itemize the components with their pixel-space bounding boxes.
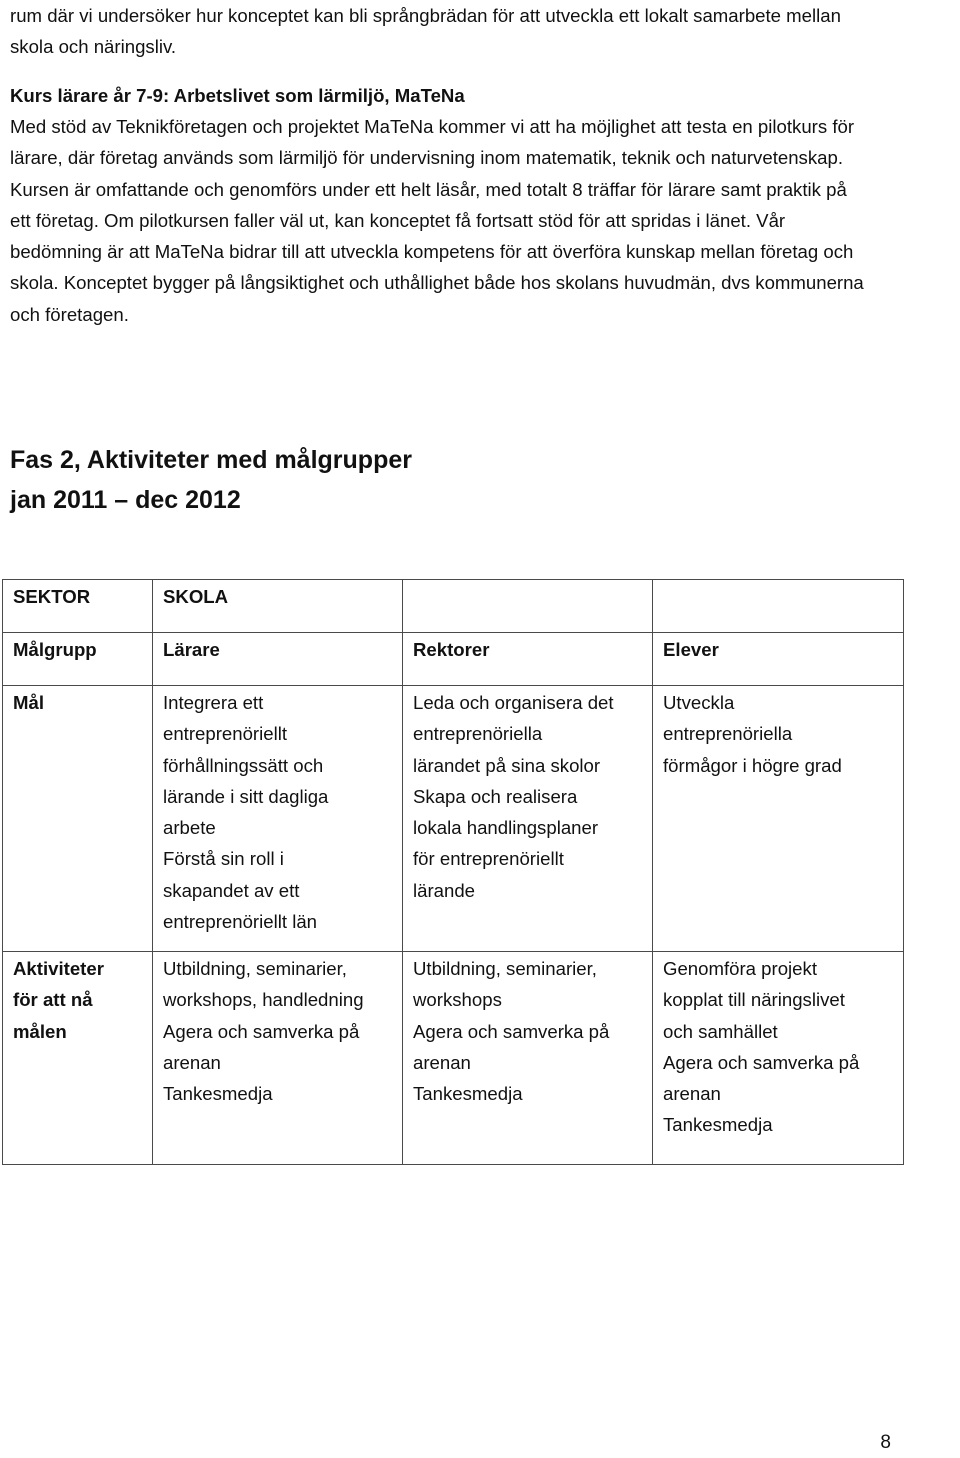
phase-dates: jan 2011 – dec 2012 xyxy=(10,486,241,514)
cell-line: och samhället xyxy=(663,1020,778,1042)
cell-line: förmågor i högre grad xyxy=(663,754,842,776)
text-line: rum där vi undersöker hur konceptet kan bli språngbrädan för att utveckla ett lokalt samarbete mellan xyxy=(10,5,841,26)
cell-line: arenan xyxy=(163,1051,221,1073)
page-number: 8 xyxy=(880,1432,891,1453)
cell-line: lärande i sitt dagliga xyxy=(163,785,329,807)
cell-line: Tankesmedja xyxy=(163,1083,273,1105)
cell-line: entreprenöriella xyxy=(413,723,543,745)
text-line: Med stöd av Teknikföretagen och projektet MaTeNa kommer vi att ha möjlighet att testa en pilotkurs för xyxy=(10,116,855,137)
cell-line: lärandet på sina skolor xyxy=(413,754,601,776)
cell-line: Aktiviteter xyxy=(13,958,104,979)
goal-cell-principals xyxy=(403,686,653,952)
course-paragraph xyxy=(10,111,955,330)
cell-line: workshops xyxy=(413,989,502,1011)
cell-line: kopplat till näringslivet xyxy=(663,989,845,1011)
cell-line: Agera och samverka på xyxy=(663,1051,860,1073)
cell-line: Förstå sin roll i xyxy=(163,848,284,870)
cell-line: Utbildning, seminarier, xyxy=(163,958,347,979)
cell-line: entreprenöriella xyxy=(663,723,793,745)
activities-cell-teachers xyxy=(153,952,403,1165)
cell-line: arenan xyxy=(663,1083,721,1105)
activities-cell-principals xyxy=(403,952,653,1165)
cell-line: arenan xyxy=(413,1051,471,1073)
cell-line: skapandet av ett xyxy=(163,879,300,901)
sector-label: SEKTOR xyxy=(3,580,153,633)
target-row xyxy=(3,633,904,686)
cell-line: Tankesmedja xyxy=(663,1114,773,1136)
cell-line: lärande xyxy=(413,879,476,901)
empty-cell xyxy=(403,580,653,633)
cell-line: entreprenöriellt xyxy=(163,723,288,745)
goal-label: Mål xyxy=(3,686,153,952)
activities-table xyxy=(2,579,904,1165)
cell-line: Agera och samverka på xyxy=(413,1020,610,1042)
cell-line: Integrera ett xyxy=(163,692,264,713)
sector-row xyxy=(3,580,904,633)
phase-title: Fas 2, Aktiviteter med målgrupper xyxy=(10,446,412,474)
cell-line: för att nå xyxy=(13,989,93,1011)
cell-line: för entreprenöriellt xyxy=(413,848,564,870)
cell-line: Tankesmedja xyxy=(413,1083,523,1105)
cell-line: Leda och organisera det xyxy=(413,692,614,713)
cell-line: förhållningssätt och xyxy=(163,754,324,776)
sector-value: SKOLA xyxy=(153,580,403,633)
activities-cell-students xyxy=(653,952,904,1165)
activities-row xyxy=(3,952,904,1165)
cell-line: målen xyxy=(13,1020,67,1042)
target-label: Målgrupp xyxy=(3,633,153,686)
empty-cell xyxy=(653,580,904,633)
course-heading: Kurs lärare år 7-9: Arbetslivet som lärmiljö, MaTeNa xyxy=(10,85,465,106)
text-line: och företagen. xyxy=(10,303,129,325)
text-line: Kursen är omfattande och genomförs under ett helt läsår, med totalt 8 träffar för lärare samt praktik på xyxy=(10,178,847,200)
cell-line: entreprenöriellt län xyxy=(163,911,318,933)
text-line: skola. Konceptet bygger på långsiktighet och uthållighet både hos skolans huvudmän, dvs kommunerna xyxy=(10,272,864,294)
target-students: Elever xyxy=(653,633,904,686)
target-principals: Rektorer xyxy=(403,633,653,686)
cell-line: lokala handlingsplaner xyxy=(413,817,599,839)
text-line: bedömning är att MaTeNa bidrar till att utveckla kompetens för att överföra kunskap mellan företag och xyxy=(10,241,854,263)
goal-row xyxy=(3,686,904,952)
text-line: ett företag. Om pilotkursen faller väl ut, kan konceptet få fortsatt stöd för att spridas i länet. Vår xyxy=(10,209,786,231)
cell-line: Genomföra projekt xyxy=(663,958,817,979)
cell-line: arbete xyxy=(163,817,216,839)
goal-cell-students xyxy=(653,686,904,952)
cell-line: Utveckla xyxy=(663,692,735,713)
cell-line: Skapa och realisera xyxy=(413,785,578,807)
cell-line: workshops, handledning xyxy=(163,989,364,1011)
cell-line: Utbildning, seminarier, xyxy=(413,958,597,979)
text-line: skola och näringsliv. xyxy=(10,36,177,57)
target-teachers: Lärare xyxy=(153,633,403,686)
intro-paragraph xyxy=(10,0,955,62)
text-line: lärare, där företag används som lärmiljö för undervisning inom matematik, teknik och naturvetenskap. xyxy=(10,147,843,169)
cell-line: Agera och samverka på xyxy=(163,1020,360,1042)
goal-cell-teachers xyxy=(153,686,403,952)
activities-label xyxy=(3,952,153,1165)
